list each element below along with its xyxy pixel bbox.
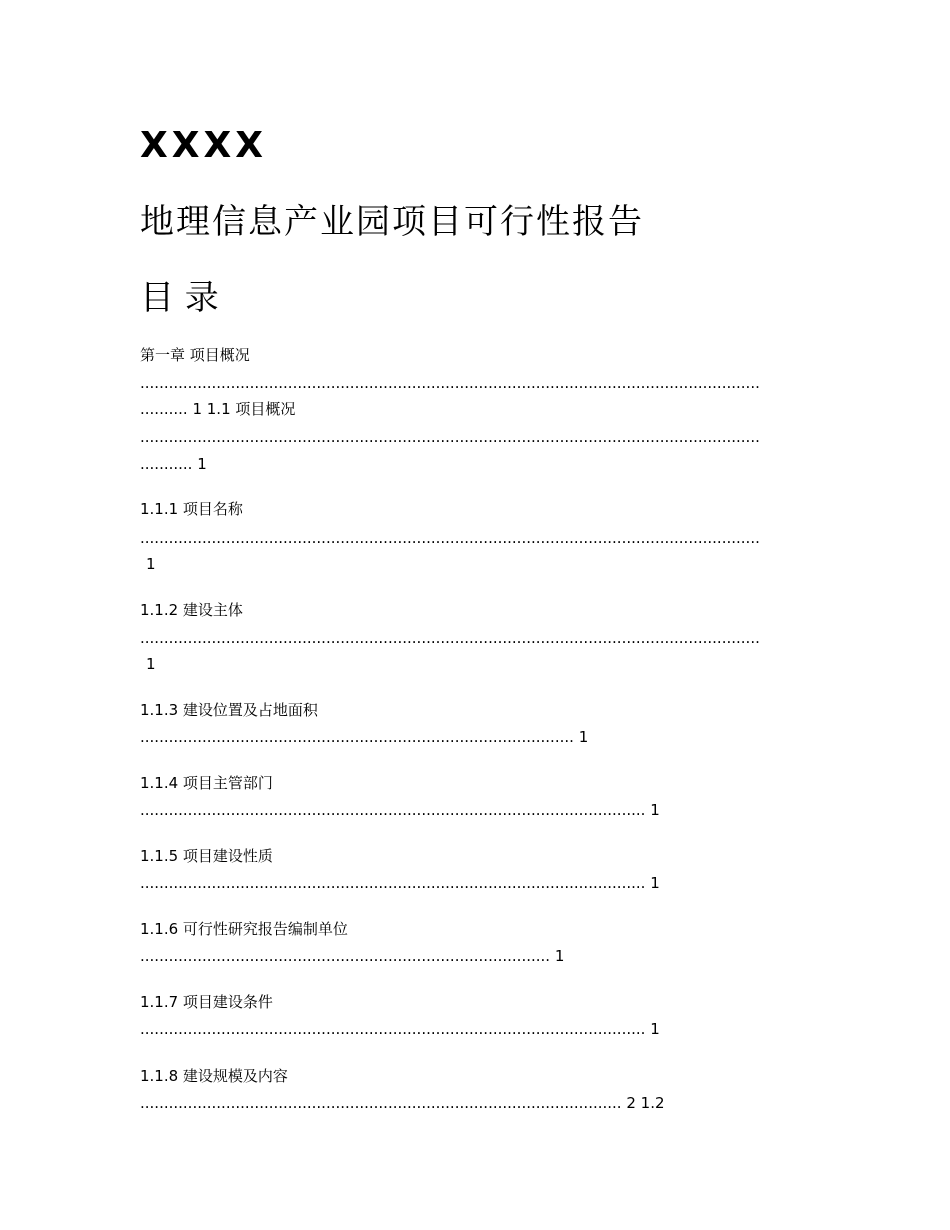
toc-item-label[interactable]: 1.1.5 项目建设性质 — [140, 847, 273, 865]
toc-item-page[interactable]: 1 — [650, 1020, 660, 1038]
toc-item-label[interactable]: 1.1.3 建设位置及占地面积 — [140, 701, 318, 719]
toc-item-label[interactable]: 1.1.4 项目主管部门 — [140, 774, 273, 792]
toc-leader-dots: .......................................................................................................... — [140, 874, 646, 892]
toc-item-page[interactable]: 2 1.2 — [626, 1094, 665, 1112]
toc-item-entry[interactable] — [140, 946, 564, 966]
toc-leader-dots: .......................................................................................................... — [140, 1020, 646, 1038]
toc-item-page[interactable]: 1 — [146, 555, 156, 573]
toc-item-label[interactable]: 1.1.1 项目名称 — [140, 500, 243, 518]
toc-item-entry[interactable] — [140, 727, 588, 747]
toc-leader-dots: .......................................................................................................... — [140, 801, 646, 819]
toc-chapter-1-label[interactable]: 第一章 项目概况 — [140, 346, 250, 364]
toc-leader-dots: ..................................................................................................... — [140, 1094, 622, 1112]
toc-leader-dots: .................................................................................................................................. — [140, 428, 760, 446]
toc-item-page[interactable]: 1 — [146, 655, 156, 673]
toc-item-label[interactable]: 1.1.8 建设规模及内容 — [140, 1067, 288, 1085]
document-subtitle: 地理信息产业园项目可行性报告 — [140, 202, 644, 242]
toc-leader-dots: ...................................................................................... — [140, 947, 551, 965]
document-title: XXXX — [140, 125, 268, 166]
toc-heading: 目 录 — [140, 278, 219, 318]
toc-leader-dots: .................................................................................................................................. — [140, 629, 760, 647]
toc-item-entry[interactable] — [140, 873, 660, 893]
toc-section-1-1-page[interactable]: ........... 1 — [140, 455, 207, 473]
toc-item-entry[interactable] — [140, 1093, 665, 1113]
toc-item-entry[interactable] — [140, 1019, 660, 1039]
toc-item-label[interactable]: 1.1.7 项目建设条件 — [140, 993, 273, 1011]
toc-item-page[interactable]: 1 — [650, 874, 660, 892]
toc-item-page[interactable]: 1 — [650, 801, 660, 819]
toc-item-label[interactable]: 1.1.2 建设主体 — [140, 601, 243, 619]
toc-item-label[interactable]: 1.1.6 可行性研究报告编制单位 — [140, 920, 348, 938]
toc-item-entry[interactable] — [140, 800, 660, 820]
toc-item-page[interactable]: 1 — [554, 947, 565, 965]
toc-leader-dots: ........................................................................................... — [140, 728, 574, 746]
toc-leader-dots: .................................................................................................................................. — [140, 529, 760, 547]
toc-item-page[interactable]: 1 — [578, 728, 589, 746]
toc-leader-dots: .................................................................................................................................. — [140, 374, 760, 392]
toc-chapter-1-page-and-section-1-1[interactable]: .......... 1 1.1 项目概况 — [140, 400, 296, 418]
